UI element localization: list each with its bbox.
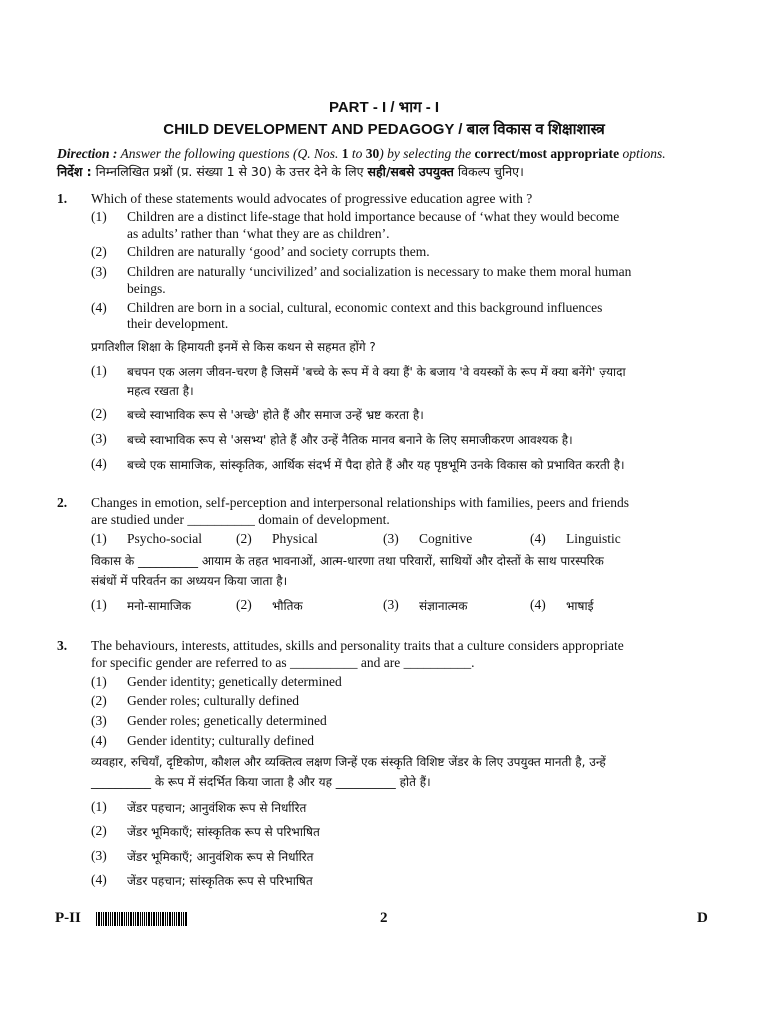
barcode-stripe (130, 912, 132, 926)
q3-option-1-number: (1) (91, 674, 107, 689)
q1-option-3-number: (3) (91, 264, 107, 279)
q2-option-2-text: Physical (272, 531, 318, 546)
q2-hindi-option-1-number: (1) (91, 597, 107, 612)
barcode-stripe (140, 912, 141, 926)
q3-option-4-number: (4) (91, 733, 107, 748)
q2-hindi-option-3-number: (3) (383, 597, 399, 612)
barcode-stripe (112, 912, 113, 926)
q3-hindi-option-3-text: जेंडर भूमिकाएँ; आनुवंशिक रूप से निर्धारित (127, 850, 314, 864)
barcode-stripe (96, 912, 97, 926)
question-3-number: 3. (57, 638, 68, 653)
q1-option-1-number: (1) (91, 209, 107, 224)
question-3-hindi-text: व्यवहार, रुचियाँ, दृष्टिकोण, कौशल और व्यक्तित्व लक्षण जिन्हें एक संस्कृति विशिष्ट जेंडर के लिए उपयुक्त मानती है, उन्हें (91, 755, 606, 769)
q3-hindi-option-2-text: जेंडर भूमिकाएँ; सांस्कृतिक रूप से परिभाषित (127, 825, 320, 839)
q1-option-1-text-cont: as adults’ rather than ‘what they are as children’. (127, 226, 390, 241)
section-heading: CHILD DEVELOPMENT AND PEDAGOGY / बाल विकास व शिक्षाशास्त्र (163, 121, 605, 138)
barcode-stripe (183, 912, 184, 926)
part-heading: PART - I / भाग - I (328, 99, 440, 116)
barcode-stripe (135, 912, 136, 926)
question-3-text: The behaviours, interests, attitudes, skills and personality traits that a culture considers appropriate (91, 638, 624, 653)
barcode-stripe (176, 912, 177, 926)
question-1-hindi-text: प्रगतिशील शिक्षा के हिमायती इनमें से किस कथन से सहमत होंगे ? (91, 340, 376, 354)
q2-hindi-option-1-text: मनो-सामाजिक (127, 599, 192, 613)
q2-hindi-option-2-number: (2) (236, 597, 252, 612)
q1-hindi-option-3-text: बच्चे स्वाभाविक रूप से 'असभ्य' होते हैं और उन्हें नैतिक मानव बनाने के लिए समाजीकरण आवश्यक है। (127, 433, 573, 447)
q1-hindi-option-2-number: (2) (91, 406, 107, 421)
booklet-set: D (697, 910, 708, 926)
q1-hindi-option-2-text: बच्चे स्वाभाविक रूप से 'अच्छे' होते हैं और समाज उन्हें भ्रष्ट करता है। (127, 408, 424, 422)
question-1-text: Which of these statements would advocates of progressive education agree with ? (91, 191, 533, 206)
q2-hindi-option-3-text: संज्ञानात्मक (419, 599, 468, 613)
barcode-stripe (128, 912, 129, 926)
q3-option-4-text: Gender identity; culturally defined (127, 733, 315, 748)
barcode-stripe (119, 912, 120, 926)
barcode-stripe (110, 912, 111, 926)
question-2-text: Changes in emotion, self-perception and interpersonal relationships with families, peers and friends (91, 495, 629, 510)
q3-option-3-text: Gender roles; genetically determined (127, 713, 327, 728)
q3-option-1-text: Gender identity; genetically determined (127, 674, 342, 689)
q2-option-4-number: (4) (530, 531, 546, 546)
question-2-hindi-text-cont: संबंधों में परिवर्तन का अध्ययन किया जाता है। (91, 574, 288, 588)
page-number: 2 (380, 910, 388, 926)
barcode-stripe (153, 912, 155, 926)
barcode-stripe (117, 912, 118, 926)
q1-option-3-text: Children are naturally ‘uncivilized’ and socialization is necessary to make them moral human (127, 264, 632, 279)
barcode-stripe (121, 912, 123, 926)
barcode-stripe (156, 912, 157, 926)
q2-option-2-number: (2) (236, 531, 252, 546)
q3-hindi-option-4-text: जेंडर पहचान; सांस्कृतिक रूप से परिभाषित (127, 874, 313, 888)
barcode-stripe (181, 912, 182, 926)
q3-hindi-option-3-number: (3) (91, 848, 107, 863)
barcode-stripe (185, 912, 187, 926)
q3-hindi-option-1-number: (1) (91, 799, 107, 814)
barcode-stripe (124, 912, 125, 926)
q1-option-4-text: Children are born in a social, cultural, economic context and this background influences (127, 300, 603, 315)
barcode-stripe (114, 912, 116, 926)
barcode-stripe (158, 912, 159, 926)
question-3-text-cont: for specific gender are referred to as __________ and are __________. (91, 655, 475, 670)
barcode-stripe (142, 912, 143, 926)
barcode-stripe (162, 912, 164, 926)
q1-hindi-option-1-number: (1) (91, 363, 107, 378)
barcode-stripe (172, 912, 173, 926)
q3-option-3-number: (3) (91, 713, 107, 728)
q1-option-4-number: (4) (91, 300, 107, 315)
q2-option-3-text: Cognitive (419, 531, 473, 546)
q2-hindi-option-4-text: भाषाई (566, 599, 594, 613)
direction-english: Direction : Answer the following questions (Q. Nos. 1 to 30) by selecting the correct/most appropriate options. (57, 146, 666, 161)
q1-option-2-number: (2) (91, 244, 107, 259)
barcode-stripe (146, 912, 147, 926)
q2-option-3-number: (3) (383, 531, 399, 546)
q2-hindi-option-2-text: भौतिक (272, 599, 303, 613)
question-2-hindi-text: विकास के __________ आयाम के तहत भावनाओं, आत्म-धारणा तथा परिवारों, साथियों और दोस्तों के साथ पारस्परिक (91, 554, 604, 568)
barcode-stripe (165, 912, 166, 926)
q2-hindi-option-4-number: (4) (530, 597, 546, 612)
q3-hindi-option-4-number: (4) (91, 872, 107, 887)
barcode-stripe (144, 912, 145, 926)
question-1-number: 1. (57, 191, 68, 206)
barcode-stripe (174, 912, 175, 926)
barcode-stripe (160, 912, 161, 926)
barcode-stripe (101, 912, 102, 926)
q1-hindi-option-4-text: बच्चे एक सामाजिक, सांस्कृतिक, आर्थिक संदर्भ में पैदा होते हैं और यह पृष्ठभूमि उनके विकास को प्रभावित करती है। (127, 458, 625, 472)
barcode-stripe (133, 912, 134, 926)
q1-option-2-text: Children are naturally ‘good’ and society corrupts them. (127, 244, 430, 259)
barcode-stripe (151, 912, 152, 926)
barcode-stripe (167, 912, 168, 926)
barcode-stripe (137, 912, 139, 926)
barcode-stripe (98, 912, 100, 926)
q1-option-4-text-cont: their development. (127, 316, 229, 331)
barcode-stripe (148, 912, 150, 926)
q3-hindi-option-1-text: जेंडर पहचान; आनुवंशिक रूप से निर्धारित (127, 801, 307, 815)
barcode-stripe (108, 912, 109, 926)
question-2-text-cont: are studied under __________ domain of development. (91, 512, 390, 527)
question-3-hindi-text-cont: __________ के रूप में संदर्भित किया जाता है और यह __________ होते हैं। (91, 775, 431, 789)
q2-option-4-text: Linguistic (566, 531, 621, 546)
q1-hindi-option-1-text-cont: महत्व रखता है। (127, 384, 194, 398)
q3-option-2-number: (2) (91, 693, 107, 708)
q1-hindi-option-4-number: (4) (91, 456, 107, 471)
barcode (96, 912, 206, 926)
barcode-stripe (178, 912, 180, 926)
q2-option-1-number: (1) (91, 531, 107, 546)
q3-option-2-text: Gender roles; culturally defined (127, 693, 300, 708)
barcode-stripe (169, 912, 171, 926)
q1-option-1-text: Children are a distinct life-stage that hold importance because of ‘what they would become (127, 209, 620, 224)
barcode-stripe (103, 912, 104, 926)
q1-hindi-option-1-text: बचपन एक अलग जीवन-चरण है जिसमें 'बच्चे के रूप में वे क्या हैं' के बजाय 'वे वयस्कों के रूप में क्या बनेंगे' ज़्यादा (127, 365, 626, 379)
q3-hindi-option-2-number: (2) (91, 823, 107, 838)
barcode-stripe (105, 912, 107, 926)
paper-code: P-II (55, 910, 81, 926)
barcode-stripe (126, 912, 127, 926)
question-2-number: 2. (57, 495, 68, 510)
direction-hindi: निर्देश : निम्नलिखित प्रश्नों (प्र. संख्या 1 से 30) के उत्तर देने के लिए सही/सबसे उपयुक्त विकल्प चुनिए। (57, 164, 524, 179)
q1-option-3-text-cont: beings. (127, 281, 166, 296)
q2-option-1-text: Psycho-social (127, 531, 202, 546)
q1-hindi-option-3-number: (3) (91, 431, 107, 446)
